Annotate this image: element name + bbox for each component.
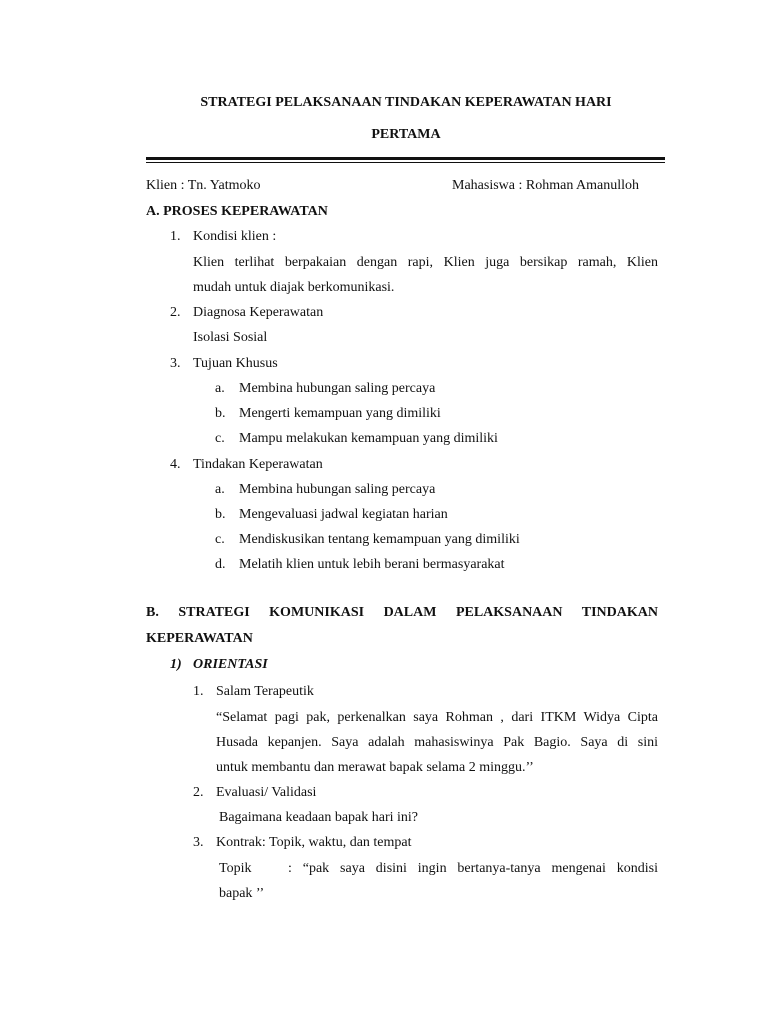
sub-item-letter: a. [215,381,225,396]
title-divider-thin [146,162,665,163]
list-item-label: Diagnosa Keperawatan [193,305,324,320]
list-item-number: 3. [170,356,181,371]
sub-item-letter: b. [215,507,226,522]
list-item-label: Tujuan Khusus [193,356,278,371]
sub-item-text: Mengerti kemampuan yang dimiliki [239,406,441,421]
section-b-heading-line2: KEPERAWATAN [146,631,253,646]
list-item-label: Evaluasi/ Validasi [216,785,317,800]
sub-item-letter: b. [215,406,226,421]
list-item-number: 2. [193,785,204,800]
sub-item-letter: a. [215,482,225,497]
phase-number: 1) [170,657,182,672]
document-title-line2: PERTAMA [371,127,441,142]
list-item-label: Salam Terapeutik [216,684,314,699]
sub-item-text: Mendiskusikan tentang kemampuan yang dimiliki [239,532,520,547]
sub-item-text: Mampu melakukan kemampuan yang dimiliki [239,431,498,446]
list-item-number: 3. [193,835,204,850]
section-a-heading: A. PROSES KEPERAWATAN [146,204,328,219]
topic-label: Topik [219,861,252,876]
list-item-label: Kontrak: Topik, waktu, dan tempat [216,835,412,850]
client-name: Klien : Tn. Yatmoko [146,178,261,193]
topic-text-line1: : “pak saya disini ingin bertanya-tanya mengenai kondisi [288,861,658,876]
sub-item-text: Mengevaluasi jadwal kegiatan harian [239,507,448,522]
client-condition-line2: mudah untuk diajak berkomunikasi. [193,280,395,295]
list-item-number: 2. [170,305,181,320]
title-divider-thick [146,157,665,160]
student-name: Mahasiswa : Rohman Amanulloh [452,178,640,193]
sub-item-text: Membina hubungan saling percaya [239,482,436,497]
list-item-label: Tindakan Keperawatan [193,457,323,472]
list-item-number: 1. [170,229,181,244]
evaluation-question: Bagaimana keadaan bapak hari ini? [219,810,419,825]
list-item-label: Kondisi klien : [193,229,277,244]
sub-item-text: Melatih klien untuk lebih berani bermasyarakat [239,557,505,572]
greeting-quote-line2: Husada kepanjen. Saya adalah mahasiswinya Pak Bagio. Saya di sini [216,735,658,750]
topic-text-line2: bapak ’’ [219,886,265,901]
greeting-quote-line3: untuk membantu dan merawat bapak selama 2 minggu.’’ [216,760,534,775]
client-condition-line1: Klien terlihat berpakaian dengan rapi, Klien juga bersikap ramah, Klien [193,255,658,270]
phase-label: ORIENTASI [193,657,268,672]
list-item-number: 1. [193,684,204,699]
nursing-diagnosis: Isolasi Sosial [193,330,268,345]
sub-item-text: Membina hubungan saling percaya [239,381,436,396]
sub-item-letter: c. [215,431,225,446]
sub-item-letter: c. [215,532,225,547]
list-item-number: 4. [170,457,181,472]
greeting-quote-line1: “Selamat pagi pak, perkenalkan saya Rohman , dari ITKM Widya Cipta [216,710,658,725]
sub-item-letter: d. [215,557,226,572]
document-title-line1: STRATEGI PELAKSANAAN TINDAKAN KEPERAWATAN HARI [200,95,612,110]
section-b-heading-line1: B. STRATEGI KOMUNIKASI DALAM PELAKSANAAN TINDAKAN [146,605,658,620]
